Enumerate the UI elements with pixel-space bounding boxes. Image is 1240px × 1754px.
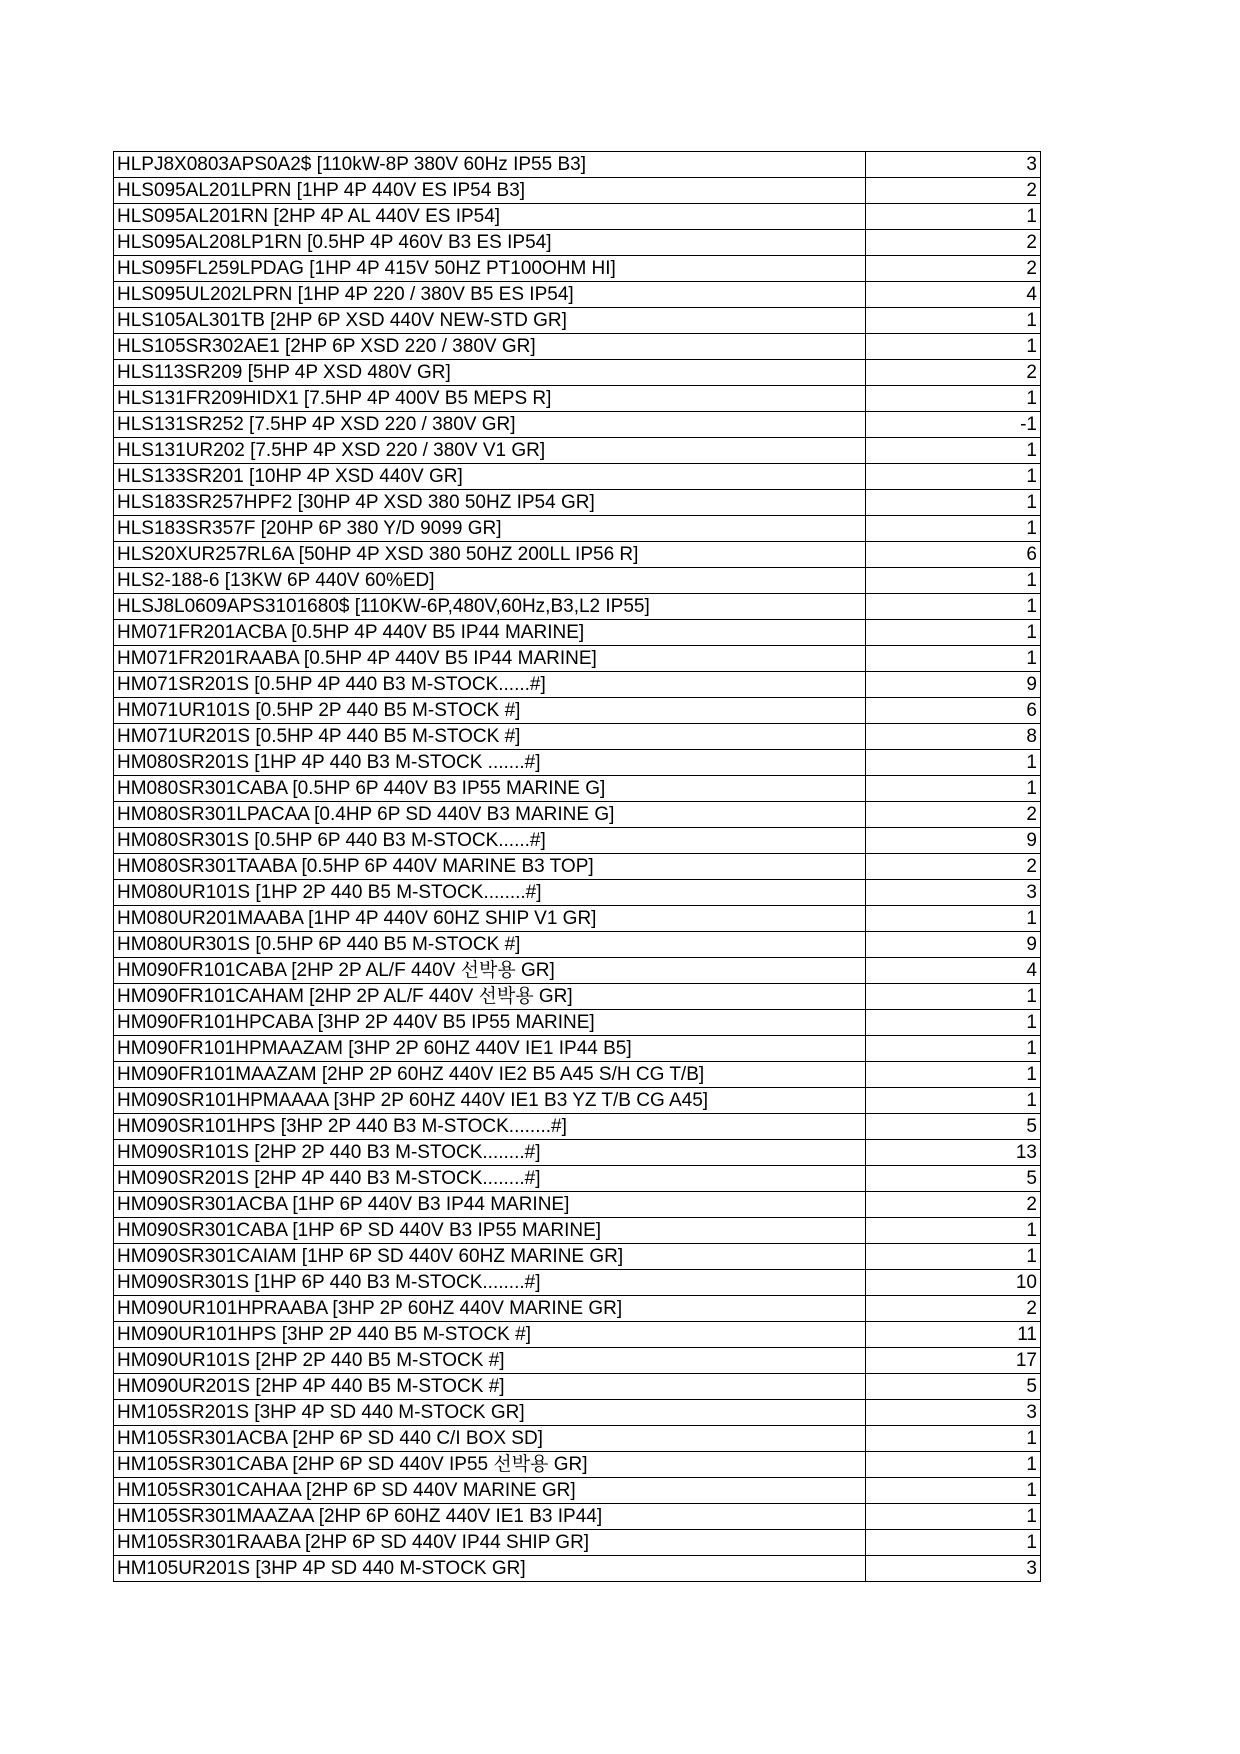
item-description-cell: HLS183SR357F [20HP 6P 380 Y/D 9099 GR] (114, 516, 866, 542)
item-quantity-cell: 1 (866, 1504, 1041, 1530)
item-quantity-cell: 1 (866, 516, 1041, 542)
item-quantity-cell: 2 (866, 854, 1041, 880)
item-quantity-cell: 1 (866, 1530, 1041, 1556)
table-row (114, 1244, 1041, 1270)
table-row (114, 386, 1041, 412)
table-row (114, 880, 1041, 906)
item-description-cell: HM080SR301CABA [0.5HP 6P 440V B3 IP55 MARINE G] (114, 776, 866, 802)
table-row (114, 672, 1041, 698)
item-description-cell: HM080SR301LPACAA [0.4HP 6P SD 440V B3 MARINE G] (114, 802, 866, 828)
item-quantity-cell: 1 (866, 1452, 1041, 1478)
table-row (114, 1010, 1041, 1036)
item-quantity-cell: 1 (866, 334, 1041, 360)
table-row (114, 1088, 1041, 1114)
table-row (114, 1218, 1041, 1244)
item-description-cell: HLS183SR257HPF2 [30HP 4P XSD 380 50HZ IP54 GR] (114, 490, 866, 516)
item-quantity-cell: 3 (866, 152, 1041, 178)
item-description-cell: HM105SR301RAABA [2HP 6P SD 440V IP44 SHIP GR] (114, 1530, 866, 1556)
inventory-table (113, 151, 1041, 1582)
table-row (114, 438, 1041, 464)
item-quantity-cell: -1 (866, 412, 1041, 438)
table-row (114, 1452, 1041, 1478)
table-row (114, 360, 1041, 386)
item-quantity-cell: 11 (866, 1322, 1041, 1348)
item-description-cell: HLS095AL208LP1RN [0.5HP 4P 460V B3 ES IP54] (114, 230, 866, 256)
item-description-cell: HM090FR101HPCABA [3HP 2P 440V B5 IP55 MARINE] (114, 1010, 866, 1036)
table-row (114, 594, 1041, 620)
item-description-cell: HLPJ8X0803APS0A2$ [110kW-8P 380V 60Hz IP55 B3] (114, 152, 866, 178)
item-description-cell: HLS2-188-6 [13KW 6P 440V 60%ED] (114, 568, 866, 594)
item-quantity-cell: 4 (866, 282, 1041, 308)
table-row (114, 1478, 1041, 1504)
item-quantity-cell: 17 (866, 1348, 1041, 1374)
item-quantity-cell: 6 (866, 542, 1041, 568)
item-quantity-cell: 1 (866, 750, 1041, 776)
item-description-cell: HM090FR101CAHAM [2HP 2P AL/F 440V 선박용 GR] (114, 984, 866, 1010)
item-quantity-cell: 1 (866, 464, 1041, 490)
item-quantity-cell: 2 (866, 1192, 1041, 1218)
item-quantity-cell: 1 (866, 984, 1041, 1010)
item-quantity-cell: 2 (866, 1296, 1041, 1322)
item-description-cell: HM090FR101MAAZAM [2HP 2P 60HZ 440V IE2 B5 A45 S/H CG T/B] (114, 1062, 866, 1088)
table-row (114, 490, 1041, 516)
item-description-cell: HM090UR201S [2HP 4P 440 B5 M-STOCK #] (114, 1374, 866, 1400)
item-description-cell: HLS105AL301TB [2HP 6P XSD 440V NEW-STD GR] (114, 308, 866, 334)
table-row (114, 750, 1041, 776)
item-description-cell: HLS133SR201 [10HP 4P XSD 440V GR] (114, 464, 866, 490)
item-quantity-cell: 1 (866, 620, 1041, 646)
table-row (114, 1322, 1041, 1348)
table-row (114, 1556, 1041, 1582)
item-description-cell: HLS095AL201LPRN [1HP 4P 440V ES IP54 B3] (114, 178, 866, 204)
item-quantity-cell: 5 (866, 1374, 1041, 1400)
item-description-cell: HM080UR201MAABA [1HP 4P 440V 60HZ SHIP V1 GR] (114, 906, 866, 932)
item-quantity-cell: 1 (866, 438, 1041, 464)
item-description-cell: HM090SR101HPMAAAA [3HP 2P 60HZ 440V IE1 B3 YZ T/B CG A45] (114, 1088, 866, 1114)
table-row (114, 1348, 1041, 1374)
table-row (114, 828, 1041, 854)
item-description-cell: HM105SR301ACBA [2HP 6P SD 440 C/I BOX SD] (114, 1426, 866, 1452)
item-description-cell: HM105SR301MAAZAA [2HP 6P 60HZ 440V IE1 B3 IP44] (114, 1504, 866, 1530)
item-quantity-cell: 1 (866, 1062, 1041, 1088)
item-quantity-cell: 3 (866, 880, 1041, 906)
item-description-cell: HM090UR101S [2HP 2P 440 B5 M-STOCK #] (114, 1348, 866, 1374)
item-quantity-cell: 6 (866, 698, 1041, 724)
item-quantity-cell: 3 (866, 1400, 1041, 1426)
table-row (114, 1374, 1041, 1400)
table-row (114, 1114, 1041, 1140)
item-quantity-cell: 1 (866, 776, 1041, 802)
item-quantity-cell: 1 (866, 1426, 1041, 1452)
table-row (114, 724, 1041, 750)
table-row (114, 958, 1041, 984)
item-description-cell: HM071UR101S [0.5HP 2P 440 B5 M-STOCK #] (114, 698, 866, 724)
item-quantity-cell: 1 (866, 490, 1041, 516)
item-quantity-cell: 10 (866, 1270, 1041, 1296)
item-quantity-cell: 9 (866, 828, 1041, 854)
item-description-cell: HM080SR301S [0.5HP 6P 440 B3 M-STOCK......#] (114, 828, 866, 854)
table-row (114, 230, 1041, 256)
item-description-cell: HM080SR301TAABA [0.5HP 6P 440V MARINE B3 TOP] (114, 854, 866, 880)
item-quantity-cell: 5 (866, 1114, 1041, 1140)
item-quantity-cell: 1 (866, 568, 1041, 594)
item-description-cell: HM071FR201RAABA [0.5HP 4P 440V B5 IP44 MARINE] (114, 646, 866, 672)
item-description-cell: HLS105SR302AE1 [2HP 6P XSD 220 / 380V GR] (114, 334, 866, 360)
table-row (114, 620, 1041, 646)
item-description-cell: HM090SR301S [1HP 6P 440 B3 M-STOCK........#] (114, 1270, 866, 1296)
inventory-table-body (114, 152, 1041, 1582)
item-quantity-cell: 1 (866, 1036, 1041, 1062)
item-quantity-cell: 2 (866, 802, 1041, 828)
item-quantity-cell: 13 (866, 1140, 1041, 1166)
item-quantity-cell: 1 (866, 386, 1041, 412)
table-row (114, 516, 1041, 542)
table-row (114, 1166, 1041, 1192)
table-row (114, 1504, 1041, 1530)
item-description-cell: HM071UR201S [0.5HP 4P 440 B5 M-STOCK #] (114, 724, 866, 750)
table-row (114, 1400, 1041, 1426)
table-row (114, 542, 1041, 568)
table-row (114, 1140, 1041, 1166)
item-description-cell: HM090SR201S [2HP 4P 440 B3 M-STOCK........#] (114, 1166, 866, 1192)
item-description-cell: HM090SR301CAIAM [1HP 6P SD 440V 60HZ MARINE GR] (114, 1244, 866, 1270)
table-row (114, 984, 1041, 1010)
item-description-cell: HM080UR101S [1HP 2P 440 B5 M-STOCK........#] (114, 880, 866, 906)
item-quantity-cell: 1 (866, 594, 1041, 620)
item-quantity-cell: 1 (866, 906, 1041, 932)
table-row (114, 152, 1041, 178)
item-description-cell: HM090FR101CABA [2HP 2P AL/F 440V 선박용 GR] (114, 958, 866, 984)
item-quantity-cell: 2 (866, 230, 1041, 256)
item-description-cell: HM105UR201S [3HP 4P SD 440 M-STOCK GR] (114, 1556, 866, 1582)
table-row (114, 906, 1041, 932)
table-row (114, 1270, 1041, 1296)
item-description-cell: HLS131FR209HIDX1 [7.5HP 4P 400V B5 MEPS R] (114, 386, 866, 412)
item-description-cell: HM090FR101HPMAAZAM [3HP 2P 60HZ 440V IE1 IP44 B5] (114, 1036, 866, 1062)
item-description-cell: HM105SR301CABA [2HP 6P SD 440V IP55 선박용 GR] (114, 1452, 866, 1478)
item-description-cell: HM090UR101HPRAABA [3HP 2P 60HZ 440V MARINE GR] (114, 1296, 866, 1322)
item-quantity-cell: 2 (866, 360, 1041, 386)
table-row (114, 308, 1041, 334)
item-quantity-cell: 4 (866, 958, 1041, 984)
table-row (114, 412, 1041, 438)
table-row (114, 282, 1041, 308)
item-description-cell: HM105SR201S [3HP 4P SD 440 M-STOCK GR] (114, 1400, 866, 1426)
table-row (114, 256, 1041, 282)
table-row (114, 854, 1041, 880)
table-row (114, 1530, 1041, 1556)
item-quantity-cell: 9 (866, 932, 1041, 958)
item-description-cell: HM071SR201S [0.5HP 4P 440 B3 M-STOCK......#] (114, 672, 866, 698)
item-quantity-cell: 8 (866, 724, 1041, 750)
table-row (114, 568, 1041, 594)
table-row (114, 1426, 1041, 1452)
item-description-cell: HM080UR301S [0.5HP 6P 440 B5 M-STOCK #] (114, 932, 866, 958)
table-row (114, 334, 1041, 360)
item-quantity-cell: 2 (866, 178, 1041, 204)
item-description-cell: HLS095UL202LPRN [1HP 4P 220 / 380V B5 ES IP54] (114, 282, 866, 308)
table-row (114, 646, 1041, 672)
item-description-cell: HM080SR201S [1HP 4P 440 B3 M-STOCK .......#] (114, 750, 866, 776)
item-quantity-cell: 3 (866, 1556, 1041, 1582)
item-quantity-cell: 2 (866, 256, 1041, 282)
table-row (114, 178, 1041, 204)
item-description-cell: HLS095AL201RN [2HP 4P AL 440V ES IP54] (114, 204, 866, 230)
item-quantity-cell: 1 (866, 1478, 1041, 1504)
inventory-sheet (113, 151, 1040, 1582)
item-description-cell: HLS095FL259LPDAG [1HP 4P 415V 50HZ PT100OHM HI] (114, 256, 866, 282)
item-description-cell: HM090SR101HPS [3HP 2P 440 B3 M-STOCK........#] (114, 1114, 866, 1140)
table-row (114, 1192, 1041, 1218)
table-row (114, 204, 1041, 230)
table-row (114, 802, 1041, 828)
item-description-cell: HM090SR301ACBA [1HP 6P 440V B3 IP44 MARINE] (114, 1192, 866, 1218)
item-quantity-cell: 1 (866, 204, 1041, 230)
table-row (114, 776, 1041, 802)
table-row (114, 932, 1041, 958)
table-row (114, 1296, 1041, 1322)
table-row (114, 464, 1041, 490)
item-description-cell: HLS113SR209 [5HP 4P XSD 480V GR] (114, 360, 866, 386)
item-description-cell: HM105SR301CAHAA [2HP 6P SD 440V MARINE GR] (114, 1478, 866, 1504)
item-quantity-cell: 1 (866, 646, 1041, 672)
item-quantity-cell: 5 (866, 1166, 1041, 1192)
table-row (114, 698, 1041, 724)
item-description-cell: HLS20XUR257RL6A [50HP 4P XSD 380 50HZ 200LL IP56 R] (114, 542, 866, 568)
item-quantity-cell: 1 (866, 1218, 1041, 1244)
item-quantity-cell: 1 (866, 308, 1041, 334)
item-description-cell: HLS131SR252 [7.5HP 4P XSD 220 / 380V GR] (114, 412, 866, 438)
item-quantity-cell: 9 (866, 672, 1041, 698)
table-row (114, 1036, 1041, 1062)
table-row (114, 1062, 1041, 1088)
item-description-cell: HM090UR101HPS [3HP 2P 440 B5 M-STOCK #] (114, 1322, 866, 1348)
item-description-cell: HLSJ8L0609APS3101680$ [110KW-6P,480V,60Hz,B3,L2 IP55] (114, 594, 866, 620)
item-quantity-cell: 1 (866, 1088, 1041, 1114)
item-quantity-cell: 1 (866, 1244, 1041, 1270)
item-description-cell: HLS131UR202 [7.5HP 4P XSD 220 / 380V V1 GR] (114, 438, 866, 464)
item-description-cell: HM071FR201ACBA [0.5HP 4P 440V B5 IP44 MARINE] (114, 620, 866, 646)
item-description-cell: HM090SR301CABA [1HP 6P SD 440V B3 IP55 MARINE] (114, 1218, 866, 1244)
item-quantity-cell: 1 (866, 1010, 1041, 1036)
item-description-cell: HM090SR101S [2HP 2P 440 B3 M-STOCK........#] (114, 1140, 866, 1166)
